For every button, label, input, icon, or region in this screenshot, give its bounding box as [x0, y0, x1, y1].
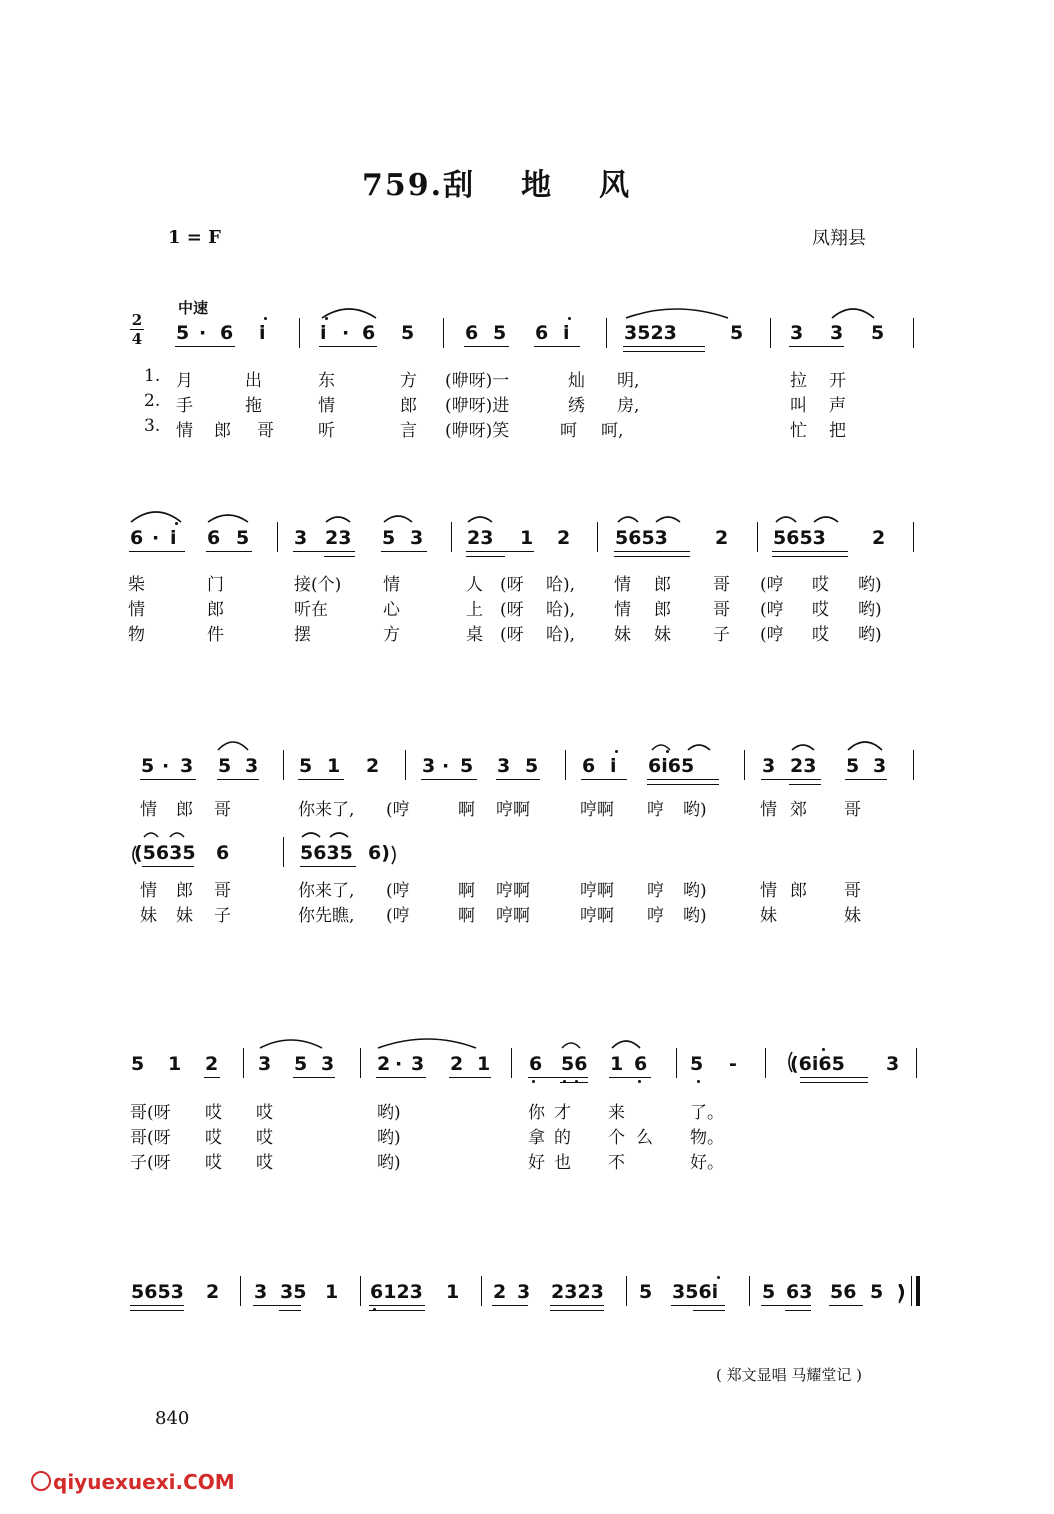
note: 2 — [377, 1053, 391, 1075]
lyric-line — [0, 1148, 1054, 1172]
note: - — [729, 1053, 737, 1075]
page-number: 840 — [155, 1408, 190, 1429]
lyric-char: (呀 — [500, 625, 524, 645]
note: 5 — [870, 1281, 884, 1303]
lyric-char: 哼 — [647, 800, 664, 820]
lyric-char: 物 — [128, 625, 145, 645]
lyric-char: 才 — [554, 1103, 571, 1123]
note: 6 — [207, 527, 221, 549]
note: 2 — [205, 1053, 219, 1075]
note: 2 — [557, 527, 571, 549]
lyric-char: (咿呀)一 — [445, 371, 510, 391]
note: 1 — [477, 1053, 491, 1075]
lyric-char: 子(呀 — [130, 1153, 171, 1173]
note: 5 — [236, 527, 250, 549]
lyric-char: 哼啊 — [496, 800, 530, 820]
note: 5 — [730, 322, 744, 344]
lyric-char: 也 — [554, 1153, 571, 1173]
lyric-char: 哟) — [683, 906, 707, 926]
note: 5 — [218, 755, 232, 777]
note: (6i65 — [790, 1053, 845, 1075]
note: 3 — [258, 1053, 272, 1075]
note: 3523 — [624, 322, 677, 344]
note: 1 — [168, 1053, 182, 1075]
lyric-char: 你来了, — [298, 881, 355, 901]
lyric-char: 情 — [760, 881, 777, 901]
lyric-char: 好 — [528, 1153, 545, 1173]
lyric-char: 东 — [318, 371, 335, 391]
lyric-char: 摆 — [294, 625, 311, 645]
lyric-char: 拖 — [245, 396, 262, 416]
lyric-char: 郎 — [790, 881, 807, 901]
time-signature-top: 2 — [131, 311, 143, 329]
note: 1 — [446, 1281, 460, 1303]
lyric-char: 哎 — [812, 600, 829, 620]
lyric-char: 哥 — [713, 575, 730, 595]
lyric-char: 妹 — [760, 906, 777, 926]
note: 56 — [561, 1053, 588, 1075]
note: 23 — [467, 527, 494, 549]
note: 5 — [846, 755, 860, 777]
note: 6 — [216, 842, 230, 864]
lyric-char: 啊 — [458, 881, 475, 901]
lyric-char: 郎 — [214, 421, 231, 441]
lyric-char: 哥 — [214, 881, 231, 901]
watermark-icon — [31, 1471, 51, 1491]
note: 3 — [497, 755, 511, 777]
note: 3 — [422, 755, 436, 777]
lyric-char: 月 — [176, 371, 193, 391]
lyric-line — [0, 620, 1054, 644]
note: 6 — [220, 322, 234, 344]
note: i — [320, 322, 327, 344]
lyric-char: 情 — [128, 600, 145, 620]
lyric-char: 物。 — [690, 1128, 724, 1148]
note: 3 — [762, 755, 776, 777]
lyric-char: 哥 — [214, 800, 231, 820]
lyric-line — [0, 595, 1054, 619]
lyric-char: 把 — [829, 421, 846, 441]
title-char: 风 — [599, 168, 632, 203]
note: 6 — [529, 1053, 543, 1075]
lyric-line — [0, 1123, 1054, 1147]
watermark-text: qiyuexuexi.COM — [53, 1470, 235, 1494]
lyric-char: 哟) — [858, 575, 882, 595]
lyric-char: 桌 — [466, 625, 483, 645]
lyric-char: 出 — [245, 371, 262, 391]
note: · — [342, 322, 350, 344]
lyric-char: 郎 — [176, 881, 193, 901]
key-signature: 1 = F — [168, 227, 221, 248]
lyric-char: 上 — [466, 600, 483, 620]
lyric-char: 接(个) — [294, 575, 342, 595]
lyric-char: 哥(呀 — [130, 1128, 171, 1148]
lyric-char: 听在 — [294, 600, 328, 620]
lyric-char: 拿 — [528, 1128, 545, 1148]
note: 5 — [690, 1053, 704, 1075]
note: 2 — [450, 1053, 464, 1075]
lyric-char: 叫 — [790, 396, 807, 416]
note: 5635 — [300, 842, 353, 864]
lyric-char: 哼啊 — [580, 881, 614, 901]
note: 1 — [327, 755, 341, 777]
lyric-char: 情 — [383, 575, 400, 595]
lyric-char: 门 — [207, 575, 224, 595]
lyric-char: 哼啊 — [580, 800, 614, 820]
lyric-char: 手 — [176, 396, 193, 416]
note: 5 — [762, 1281, 776, 1303]
lyric-char: 郎 — [176, 800, 193, 820]
note: 6 — [465, 322, 479, 344]
note: 356i — [672, 1281, 719, 1303]
lyric-char: 哼 — [647, 881, 664, 901]
note: 35 — [280, 1281, 307, 1303]
lyric-char: 情 — [176, 421, 193, 441]
lyric-char: 3. — [144, 416, 161, 436]
lyric-char: (呀 — [500, 575, 524, 595]
lyric-char: 哟) — [858, 625, 882, 645]
lyric-char: 哎 — [256, 1153, 273, 1173]
lyric-char: 哟) — [377, 1128, 401, 1148]
lyric-line — [0, 795, 1054, 819]
lyric-char: (哼 — [386, 906, 410, 926]
note: (5635 — [134, 842, 196, 864]
lyric-char: 不 — [608, 1153, 625, 1173]
lyric-char: (呀 — [500, 600, 524, 620]
lyric-char: 哎 — [205, 1153, 222, 1173]
note: 2323 — [551, 1281, 604, 1303]
lyric-char: 哎 — [812, 575, 829, 595]
lyric-char: 明, — [617, 371, 640, 391]
note: 5 — [131, 1053, 145, 1075]
note: 6 — [535, 322, 549, 344]
lyric-char: 郎 — [400, 396, 417, 416]
note: 3 — [245, 755, 259, 777]
note: 5 — [525, 755, 539, 777]
lyric-char: 么 — [636, 1128, 653, 1148]
tempo-marking: 中速 — [178, 299, 209, 317]
lyric-char: 妹 — [140, 906, 157, 926]
lyric-char: 哥 — [257, 421, 274, 441]
note: 6 — [130, 527, 144, 549]
note: ) — [897, 1281, 906, 1303]
lyric-char: 呵 — [560, 421, 577, 441]
note: 3 — [410, 527, 424, 549]
note: 5 — [382, 527, 396, 549]
lyric-char: 听 — [318, 421, 335, 441]
lyric-char: 呵, — [601, 421, 624, 441]
lyric-char: 妹 — [844, 906, 861, 926]
note: 6i65 — [648, 755, 695, 777]
note: 3 — [873, 755, 887, 777]
lyric-line — [0, 366, 1054, 390]
lyric-char: 哟) — [683, 800, 707, 820]
lyric-char: (哼 — [760, 575, 784, 595]
lyric-char: 的 — [554, 1128, 571, 1148]
note: 23 — [790, 755, 817, 777]
note: 3 — [180, 755, 194, 777]
lyric-char: 好。 — [690, 1153, 724, 1173]
lyric-char: 哼啊 — [496, 881, 530, 901]
lyric-char: 绣 — [568, 396, 585, 416]
lyric-char: 你先瞧, — [298, 906, 355, 926]
notation-row — [0, 322, 1054, 350]
title-char: 刮 — [443, 168, 476, 203]
lyric-char: 郊 — [790, 800, 807, 820]
lyric-char: (咿呀)进 — [445, 396, 510, 416]
note: 1 — [325, 1281, 339, 1303]
lyric-char: 忙 — [790, 421, 807, 441]
note: 3 — [254, 1281, 268, 1303]
note: 1 — [610, 1053, 624, 1075]
lyric-char: 情 — [318, 396, 335, 416]
lyric-char: 开 — [829, 371, 846, 391]
note: 5653 — [131, 1281, 184, 1303]
lyric-char: 哥 — [844, 800, 861, 820]
note: i — [259, 322, 266, 344]
lyric-char: 哟) — [377, 1103, 401, 1123]
lyric-line — [0, 570, 1054, 594]
lyric-char: 你 — [528, 1103, 545, 1123]
note: 5 — [294, 1053, 308, 1075]
lyric-char: 哥 — [844, 881, 861, 901]
note: 3 — [411, 1053, 425, 1075]
lyric-char: 郎 — [654, 600, 671, 620]
lyric-char: (哼 — [386, 881, 410, 901]
note: 5 — [639, 1281, 653, 1303]
lyric-char: 情 — [760, 800, 777, 820]
lyric-char: 哟) — [683, 881, 707, 901]
lyric-char: 子 — [713, 625, 730, 645]
lyric-line — [0, 901, 1054, 925]
note: 3 — [830, 322, 844, 344]
lyric-char: 哎 — [205, 1103, 222, 1123]
note: 5 — [493, 322, 507, 344]
lyric-char: 啊 — [458, 800, 475, 820]
lyric-char: 哥(呀 — [130, 1103, 171, 1123]
note: 2 — [366, 755, 380, 777]
note: 6) — [368, 842, 390, 864]
lyric-char: 啊 — [458, 906, 475, 926]
lyric-char: 哎 — [256, 1128, 273, 1148]
note: 5 — [299, 755, 313, 777]
lyric-line — [0, 876, 1054, 900]
lyric-char: 声 — [829, 396, 846, 416]
note: 3 — [790, 322, 804, 344]
lyric-char: 郎 — [654, 575, 671, 595]
note: 1 — [520, 527, 534, 549]
note: 2 — [493, 1281, 507, 1303]
lyric-char: 哈), — [546, 625, 576, 645]
lyric-line — [0, 391, 1054, 415]
note: 56 — [830, 1281, 857, 1303]
region-label: 凤翔县 — [812, 228, 866, 249]
lyric-char: 件 — [207, 625, 224, 645]
lyric-char: 情 — [614, 600, 631, 620]
note: 5 — [871, 322, 885, 344]
note: 3 — [294, 527, 308, 549]
lyric-char: 哼啊 — [580, 906, 614, 926]
lyric-char: 哈), — [546, 575, 576, 595]
note: · — [152, 527, 160, 549]
lyric-char: 言 — [400, 421, 417, 441]
note: 6123 — [370, 1281, 423, 1303]
lyric-char: 人 — [466, 575, 483, 595]
lyric-char: 哟) — [858, 600, 882, 620]
lyric-char: 哎 — [256, 1103, 273, 1123]
note: · — [199, 322, 207, 344]
note: · — [395, 1053, 403, 1075]
note: 2 — [715, 527, 729, 549]
lyric-char: 情 — [140, 800, 157, 820]
title-char: 地 — [521, 168, 554, 203]
lyric-char: 情 — [140, 881, 157, 901]
lyric-char: 方 — [400, 371, 417, 391]
lyric-char: 哥 — [713, 600, 730, 620]
lyric-char: 2. — [144, 391, 161, 411]
lyric-char: 了。 — [690, 1103, 724, 1123]
note: i — [170, 527, 177, 549]
lyric-char: 心 — [383, 600, 400, 620]
note: i — [563, 322, 570, 344]
lyric-char: 妹 — [176, 906, 193, 926]
lyric-char: 个 — [608, 1128, 625, 1148]
notation-row — [0, 1053, 1054, 1081]
lyric-line — [0, 1098, 1054, 1122]
note: 6 — [362, 322, 376, 344]
note: 5653 — [615, 527, 668, 549]
note: 3 — [321, 1053, 335, 1075]
note: 3 — [517, 1281, 531, 1303]
note: 2 — [206, 1281, 220, 1303]
note: 3 — [886, 1053, 900, 1075]
note: 63 — [786, 1281, 813, 1303]
lyric-char: 子 — [214, 906, 231, 926]
lyric-char: 哎 — [205, 1128, 222, 1148]
song-title — [362, 160, 631, 204]
lyric-char: 方 — [383, 625, 400, 645]
credit-line: ( 郑文显唱 马耀堂记 ) — [716, 1366, 863, 1384]
note: 6 — [582, 755, 596, 777]
lyric-char: 房, — [617, 396, 640, 416]
lyric-char: (哼 — [386, 800, 410, 820]
lyric-line — [0, 416, 1054, 440]
lyric-char: 妹 — [654, 625, 671, 645]
watermark — [31, 1470, 235, 1494]
lyric-char: 哈), — [546, 600, 576, 620]
lyric-char: 1. — [144, 366, 161, 386]
note: · — [162, 755, 170, 777]
note: 6 — [634, 1053, 648, 1075]
lyric-char: 你来了, — [298, 800, 355, 820]
lyric-char: (哼 — [760, 625, 784, 645]
note: · — [442, 755, 450, 777]
lyric-char: 来 — [608, 1103, 625, 1123]
lyric-char: 哎 — [812, 625, 829, 645]
title-number: 759. — [362, 168, 444, 203]
note: 23 — [325, 527, 352, 549]
note: 5 — [176, 322, 190, 344]
time-signature-bottom: 4 — [131, 330, 143, 348]
lyric-char: 妹 — [614, 625, 631, 645]
note: 5 — [401, 322, 415, 344]
lyric-char: 哼 — [647, 906, 664, 926]
note: i — [610, 755, 617, 777]
lyric-char: 拉 — [790, 371, 807, 391]
lyric-char: (哼 — [760, 600, 784, 620]
note: 2 — [872, 527, 886, 549]
lyric-char: 哟) — [377, 1153, 401, 1173]
lyric-char: (咿呀)笑 — [445, 421, 510, 441]
note: 5 — [141, 755, 155, 777]
lyric-char: 郎 — [207, 600, 224, 620]
lyric-char: 情 — [614, 575, 631, 595]
lyric-char: 柴 — [128, 575, 145, 595]
lyric-char: 灿 — [568, 371, 585, 391]
note: 5653 — [773, 527, 826, 549]
lyric-char: 哼啊 — [496, 906, 530, 926]
note: 5 — [460, 755, 474, 777]
